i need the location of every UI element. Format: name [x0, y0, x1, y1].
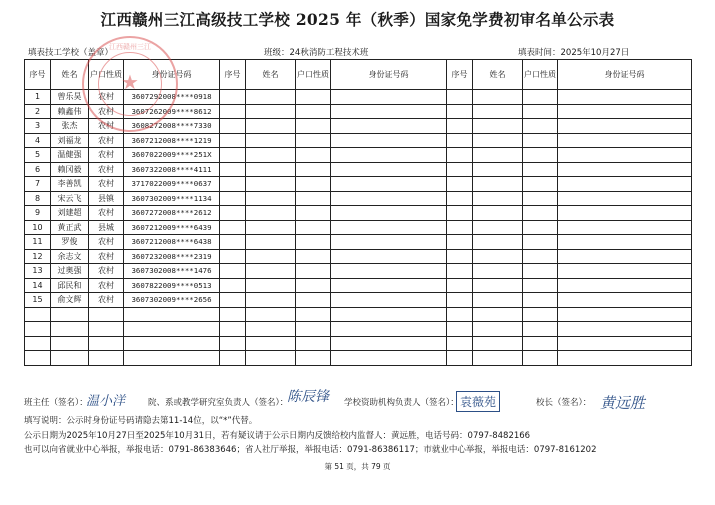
header-id: 身份证号码 — [331, 60, 447, 90]
cell-id — [331, 148, 447, 163]
cell-hukou — [523, 206, 558, 221]
cell-hukou — [523, 148, 558, 163]
cell-name: 温健强 — [51, 148, 89, 163]
cell-id — [331, 249, 447, 264]
cell-hukou — [523, 162, 558, 177]
cell-no — [220, 90, 246, 105]
cell-no — [25, 336, 51, 351]
table-row — [25, 177, 692, 192]
cell-no: 1 — [25, 90, 51, 105]
cell-name — [246, 351, 296, 366]
table-row — [25, 249, 692, 264]
cell-no: 3 — [25, 119, 51, 134]
cell-id — [558, 351, 692, 366]
cell-name — [51, 322, 89, 337]
cell-hukou — [296, 148, 331, 163]
cell-id — [558, 322, 692, 337]
cell-id: 3607822009****0513 — [124, 278, 220, 293]
cell-name — [473, 235, 523, 250]
cell-hukou — [296, 264, 331, 279]
cell-no — [220, 322, 246, 337]
class-field: 班级：24秋消防工程技术班 — [264, 48, 369, 58]
header-name: 姓名 — [246, 60, 296, 90]
header-name: 姓名 — [473, 60, 523, 90]
table-row — [25, 191, 692, 206]
cell-no: 4 — [25, 133, 51, 148]
table-row — [25, 235, 692, 250]
cell-id: 3607022009****251X — [124, 148, 220, 163]
cell-hukou — [523, 133, 558, 148]
cell-name: 过奥强 — [51, 264, 89, 279]
cell-name — [246, 307, 296, 322]
cell-hukou — [296, 322, 331, 337]
cell-no: 10 — [25, 220, 51, 235]
cell-no: 11 — [25, 235, 51, 250]
cell-no — [447, 220, 473, 235]
cell-name — [246, 206, 296, 221]
cell-name: 刘建超 — [51, 206, 89, 221]
cell-hukou: 农村 — [89, 119, 124, 134]
cell-name — [473, 104, 523, 119]
header-id: 身份证号码 — [124, 60, 220, 90]
cell-hukou — [523, 264, 558, 279]
cell-id: 3607322008****4111 — [124, 162, 220, 177]
cell-hukou — [89, 322, 124, 337]
cell-id — [331, 307, 447, 322]
cell-name — [246, 249, 296, 264]
cell-id — [331, 235, 447, 250]
cell-hukou — [296, 307, 331, 322]
cell-no — [220, 162, 246, 177]
cell-id — [558, 133, 692, 148]
table-row — [25, 307, 692, 322]
cell-name — [246, 220, 296, 235]
header-no: 序号 — [447, 60, 473, 90]
cell-no — [447, 162, 473, 177]
cell-no — [447, 278, 473, 293]
cell-hukou — [296, 235, 331, 250]
cell-id — [558, 104, 692, 119]
cell-name — [51, 307, 89, 322]
principal-signature: 黄远胜 — [600, 394, 646, 412]
cell-no — [25, 322, 51, 337]
cell-id — [558, 293, 692, 308]
cell-hukou — [296, 119, 331, 134]
cell-id: 3607302009****2656 — [124, 293, 220, 308]
cell-id — [331, 336, 447, 351]
cell-name — [473, 307, 523, 322]
cell-no: 13 — [25, 264, 51, 279]
cell-no — [25, 351, 51, 366]
cell-hukou — [523, 177, 558, 192]
cell-hukou — [523, 278, 558, 293]
cell-no — [220, 220, 246, 235]
cell-name — [473, 264, 523, 279]
cell-hukou: 农村 — [89, 162, 124, 177]
cell-hukou — [296, 133, 331, 148]
cell-hukou — [89, 351, 124, 366]
signature-row — [24, 389, 694, 414]
cell-id: 3607212008****6438 — [124, 235, 220, 250]
cell-id — [331, 264, 447, 279]
cell-no — [220, 264, 246, 279]
cell-no — [220, 278, 246, 293]
cell-hukou — [296, 177, 331, 192]
cell-hukou — [523, 119, 558, 134]
cell-no — [447, 293, 473, 308]
cell-name — [246, 177, 296, 192]
cell-name — [246, 191, 296, 206]
cell-no — [447, 148, 473, 163]
date-field: 填表时间：2025年10月27日 — [518, 48, 630, 58]
cell-id: 3607212008****1219 — [124, 133, 220, 148]
cell-hukou — [296, 191, 331, 206]
cell-no — [447, 249, 473, 264]
cell-name — [473, 220, 523, 235]
cell-hukou — [523, 249, 558, 264]
school-field: 填表技工学校（盖章） — [28, 48, 114, 58]
cell-name — [473, 90, 523, 105]
cell-id — [558, 307, 692, 322]
cell-id — [331, 220, 447, 235]
cell-hukou: 农村 — [89, 104, 124, 119]
table-row — [25, 133, 692, 148]
cell-id: 3607272008****2612 — [124, 206, 220, 221]
cell-hukou — [523, 322, 558, 337]
note-instructions: 填写说明：公示时身份证号码请隐去第11-14位，以“*”代替。 — [24, 416, 258, 426]
cell-name: 宋云飞 — [51, 191, 89, 206]
cell-no — [447, 206, 473, 221]
cell-id — [331, 133, 447, 148]
cell-name: 刘福龙 — [51, 133, 89, 148]
cell-name — [246, 336, 296, 351]
cell-name — [473, 351, 523, 366]
cell-id — [331, 177, 447, 192]
cell-name — [473, 162, 523, 177]
cell-hukou: 农村 — [89, 133, 124, 148]
cell-no — [220, 148, 246, 163]
cell-id — [558, 206, 692, 221]
cell-name — [473, 177, 523, 192]
cell-no — [220, 351, 246, 366]
cell-hukou — [296, 351, 331, 366]
cell-hukou — [296, 104, 331, 119]
cell-name — [51, 351, 89, 366]
cell-id — [558, 249, 692, 264]
cell-hukou — [296, 90, 331, 105]
cell-name — [246, 264, 296, 279]
cell-no — [447, 336, 473, 351]
cell-id: 3607302008****1476 — [124, 264, 220, 279]
header-no: 序号 — [25, 60, 51, 90]
cell-id — [124, 322, 220, 337]
cell-no — [447, 104, 473, 119]
cell-name — [473, 191, 523, 206]
cell-hukou: 农村 — [89, 264, 124, 279]
cell-no — [220, 293, 246, 308]
cell-hukou — [89, 336, 124, 351]
table-row — [25, 206, 692, 221]
cell-hukou — [523, 220, 558, 235]
cell-name — [473, 278, 523, 293]
cell-name: 赖冈毅 — [51, 162, 89, 177]
header-hukou: 户口性质 — [523, 60, 558, 90]
table-row — [25, 148, 692, 163]
cell-no — [220, 235, 246, 250]
form-title: 江西赣州三江高级技工学校 2025 年（秋季）国家免学费初审名单公示表 — [100, 10, 615, 29]
cell-name — [246, 162, 296, 177]
cell-no: 2 — [25, 104, 51, 119]
cell-no: 5 — [25, 148, 51, 163]
cell-hukou — [523, 235, 558, 250]
cell-hukou: 农村 — [89, 177, 124, 192]
cell-no — [447, 264, 473, 279]
cell-id — [558, 177, 692, 192]
cell-id — [331, 119, 447, 134]
table-row — [25, 293, 692, 308]
cell-name: 曾乐昊 — [51, 90, 89, 105]
cell-id — [331, 90, 447, 105]
cell-hukou — [296, 206, 331, 221]
cell-no: 9 — [25, 206, 51, 221]
cell-id — [558, 148, 692, 163]
cell-hukou — [523, 336, 558, 351]
cell-hukou — [523, 351, 558, 366]
aid-head-signature-stamp: 袁薇苑 — [456, 391, 500, 412]
cell-no — [447, 351, 473, 366]
notes-block — [24, 414, 597, 458]
cell-name: 邱民和 — [51, 278, 89, 293]
cell-hukou — [296, 162, 331, 177]
head-teacher-label: 班主任（签名）： — [24, 398, 88, 408]
cell-id — [331, 351, 447, 366]
cell-name: 余志文 — [51, 249, 89, 264]
cell-hukou: 农村 — [89, 293, 124, 308]
cell-name — [246, 322, 296, 337]
cell-id — [331, 104, 447, 119]
cell-name — [246, 133, 296, 148]
cell-name — [246, 90, 296, 105]
table-row — [25, 264, 692, 279]
cell-name: 赖鑫伟 — [51, 104, 89, 119]
cell-id — [558, 336, 692, 351]
header-hukou: 户口性质 — [296, 60, 331, 90]
cell-id: 3607232008****2319 — [124, 249, 220, 264]
cell-no — [447, 177, 473, 192]
cell-hukou: 农村 — [89, 90, 124, 105]
cell-name: 罗俊 — [51, 235, 89, 250]
cell-no: 14 — [25, 278, 51, 293]
cell-id — [558, 235, 692, 250]
cell-hukou — [296, 249, 331, 264]
cell-no — [220, 104, 246, 119]
cell-name — [246, 235, 296, 250]
cell-no — [220, 307, 246, 322]
cell-hukou — [523, 191, 558, 206]
cell-no: 8 — [25, 191, 51, 206]
header-id: 身份证号码 — [558, 60, 692, 90]
cell-hukou — [296, 220, 331, 235]
cell-id: 3607302009****1134 — [124, 191, 220, 206]
cell-name — [473, 206, 523, 221]
cell-id — [331, 293, 447, 308]
cell-hukou: 县城 — [89, 220, 124, 235]
cell-id — [558, 278, 692, 293]
cell-name: 张杰 — [51, 119, 89, 134]
cell-name — [473, 336, 523, 351]
table-row — [25, 278, 692, 293]
table-row — [25, 322, 692, 337]
principal-label: 校长（签名）： — [536, 398, 592, 408]
cell-hukou — [89, 307, 124, 322]
cell-no — [220, 336, 246, 351]
school-seal-stamp: 江西赣州三江 ★ — [82, 36, 178, 132]
cell-name — [473, 249, 523, 264]
cell-id: 3607212009****6439 — [124, 220, 220, 235]
cell-no — [447, 235, 473, 250]
cell-no — [25, 307, 51, 322]
cell-hukou: 县镇 — [89, 191, 124, 206]
cell-no: 7 — [25, 177, 51, 192]
cell-name: 李善凯 — [51, 177, 89, 192]
cell-name — [51, 336, 89, 351]
cell-name — [246, 293, 296, 308]
cell-hukou — [523, 90, 558, 105]
cell-id — [331, 278, 447, 293]
table-row — [25, 351, 692, 366]
header-hukou: 户口性质 — [89, 60, 124, 90]
cell-no — [447, 307, 473, 322]
header-name: 姓名 — [51, 60, 89, 90]
cell-no — [220, 249, 246, 264]
cell-id — [558, 264, 692, 279]
cell-name — [473, 293, 523, 308]
cell-hukou — [523, 104, 558, 119]
cell-no — [447, 119, 473, 134]
cell-hukou — [296, 336, 331, 351]
cell-no — [220, 191, 246, 206]
cell-hukou: 农村 — [89, 206, 124, 221]
cell-id: 3607262009****8612 — [124, 104, 220, 119]
cell-hukou: 农村 — [89, 278, 124, 293]
cell-id — [124, 336, 220, 351]
cell-id: 3717022009****0637 — [124, 177, 220, 192]
cell-name — [473, 322, 523, 337]
cell-id — [331, 162, 447, 177]
cell-hukou: 农村 — [89, 235, 124, 250]
cell-name — [246, 148, 296, 163]
cell-id — [331, 206, 447, 221]
cell-name — [246, 278, 296, 293]
cell-id — [558, 119, 692, 134]
cell-id — [558, 220, 692, 235]
cell-id — [558, 90, 692, 105]
cell-hukou: 农村 — [89, 148, 124, 163]
cell-hukou — [296, 293, 331, 308]
cell-hukou: 农村 — [89, 249, 124, 264]
note-publicity-period: 公示日期为2025年10月27日至2025年10月31日，若有疑议请于公示日期内反馈给校内监督人：黄远胜，电话号码：0797-8482166 — [24, 430, 531, 441]
cell-no — [447, 90, 473, 105]
header-no: 序号 — [220, 60, 246, 90]
cell-id — [331, 191, 447, 206]
cell-name — [473, 133, 523, 148]
cell-id — [558, 162, 692, 177]
cell-hukou — [296, 278, 331, 293]
cell-id — [124, 307, 220, 322]
cell-hukou — [523, 307, 558, 322]
cell-name: 黄正武 — [51, 220, 89, 235]
cell-no: 12 — [25, 249, 51, 264]
cell-name — [246, 104, 296, 119]
cell-no — [447, 133, 473, 148]
table-row — [25, 336, 692, 351]
cell-id — [558, 191, 692, 206]
cell-id: 3607292008****0918 — [124, 90, 220, 105]
head-teacher-signature: 温小洋 — [86, 394, 126, 409]
cell-no — [220, 119, 246, 134]
cell-name: 俞文辉 — [51, 293, 89, 308]
cell-no — [220, 133, 246, 148]
cell-no: 15 — [25, 293, 51, 308]
cell-name — [473, 148, 523, 163]
dept-head-label: 院、系或教学研究室负责人（签名）： — [148, 398, 289, 408]
page-number: 第 51 页，共 79 页 — [324, 462, 391, 471]
aid-head-label: 学校资助机构负责人（签名）： — [344, 398, 459, 408]
cell-id — [331, 322, 447, 337]
cell-name — [473, 119, 523, 134]
cell-hukou — [523, 293, 558, 308]
cell-no — [220, 206, 246, 221]
table-row — [25, 162, 692, 177]
cell-id — [124, 351, 220, 366]
cell-no — [447, 322, 473, 337]
cell-no — [447, 191, 473, 206]
cell-id: 3608272008****7330 — [124, 119, 220, 134]
note-report-phones: 也可以向省就业中心举报，举报电话：0791-86383646；省人社厅举报，举报电话：0791-86386117；市就业中心举报，举报电话：0797-8161202 — [24, 445, 597, 455]
cell-no — [220, 177, 246, 192]
cell-name — [246, 119, 296, 134]
cell-no: 6 — [25, 162, 51, 177]
table-row — [25, 220, 692, 235]
dept-head-signature: 陈辰锋 — [287, 389, 329, 405]
